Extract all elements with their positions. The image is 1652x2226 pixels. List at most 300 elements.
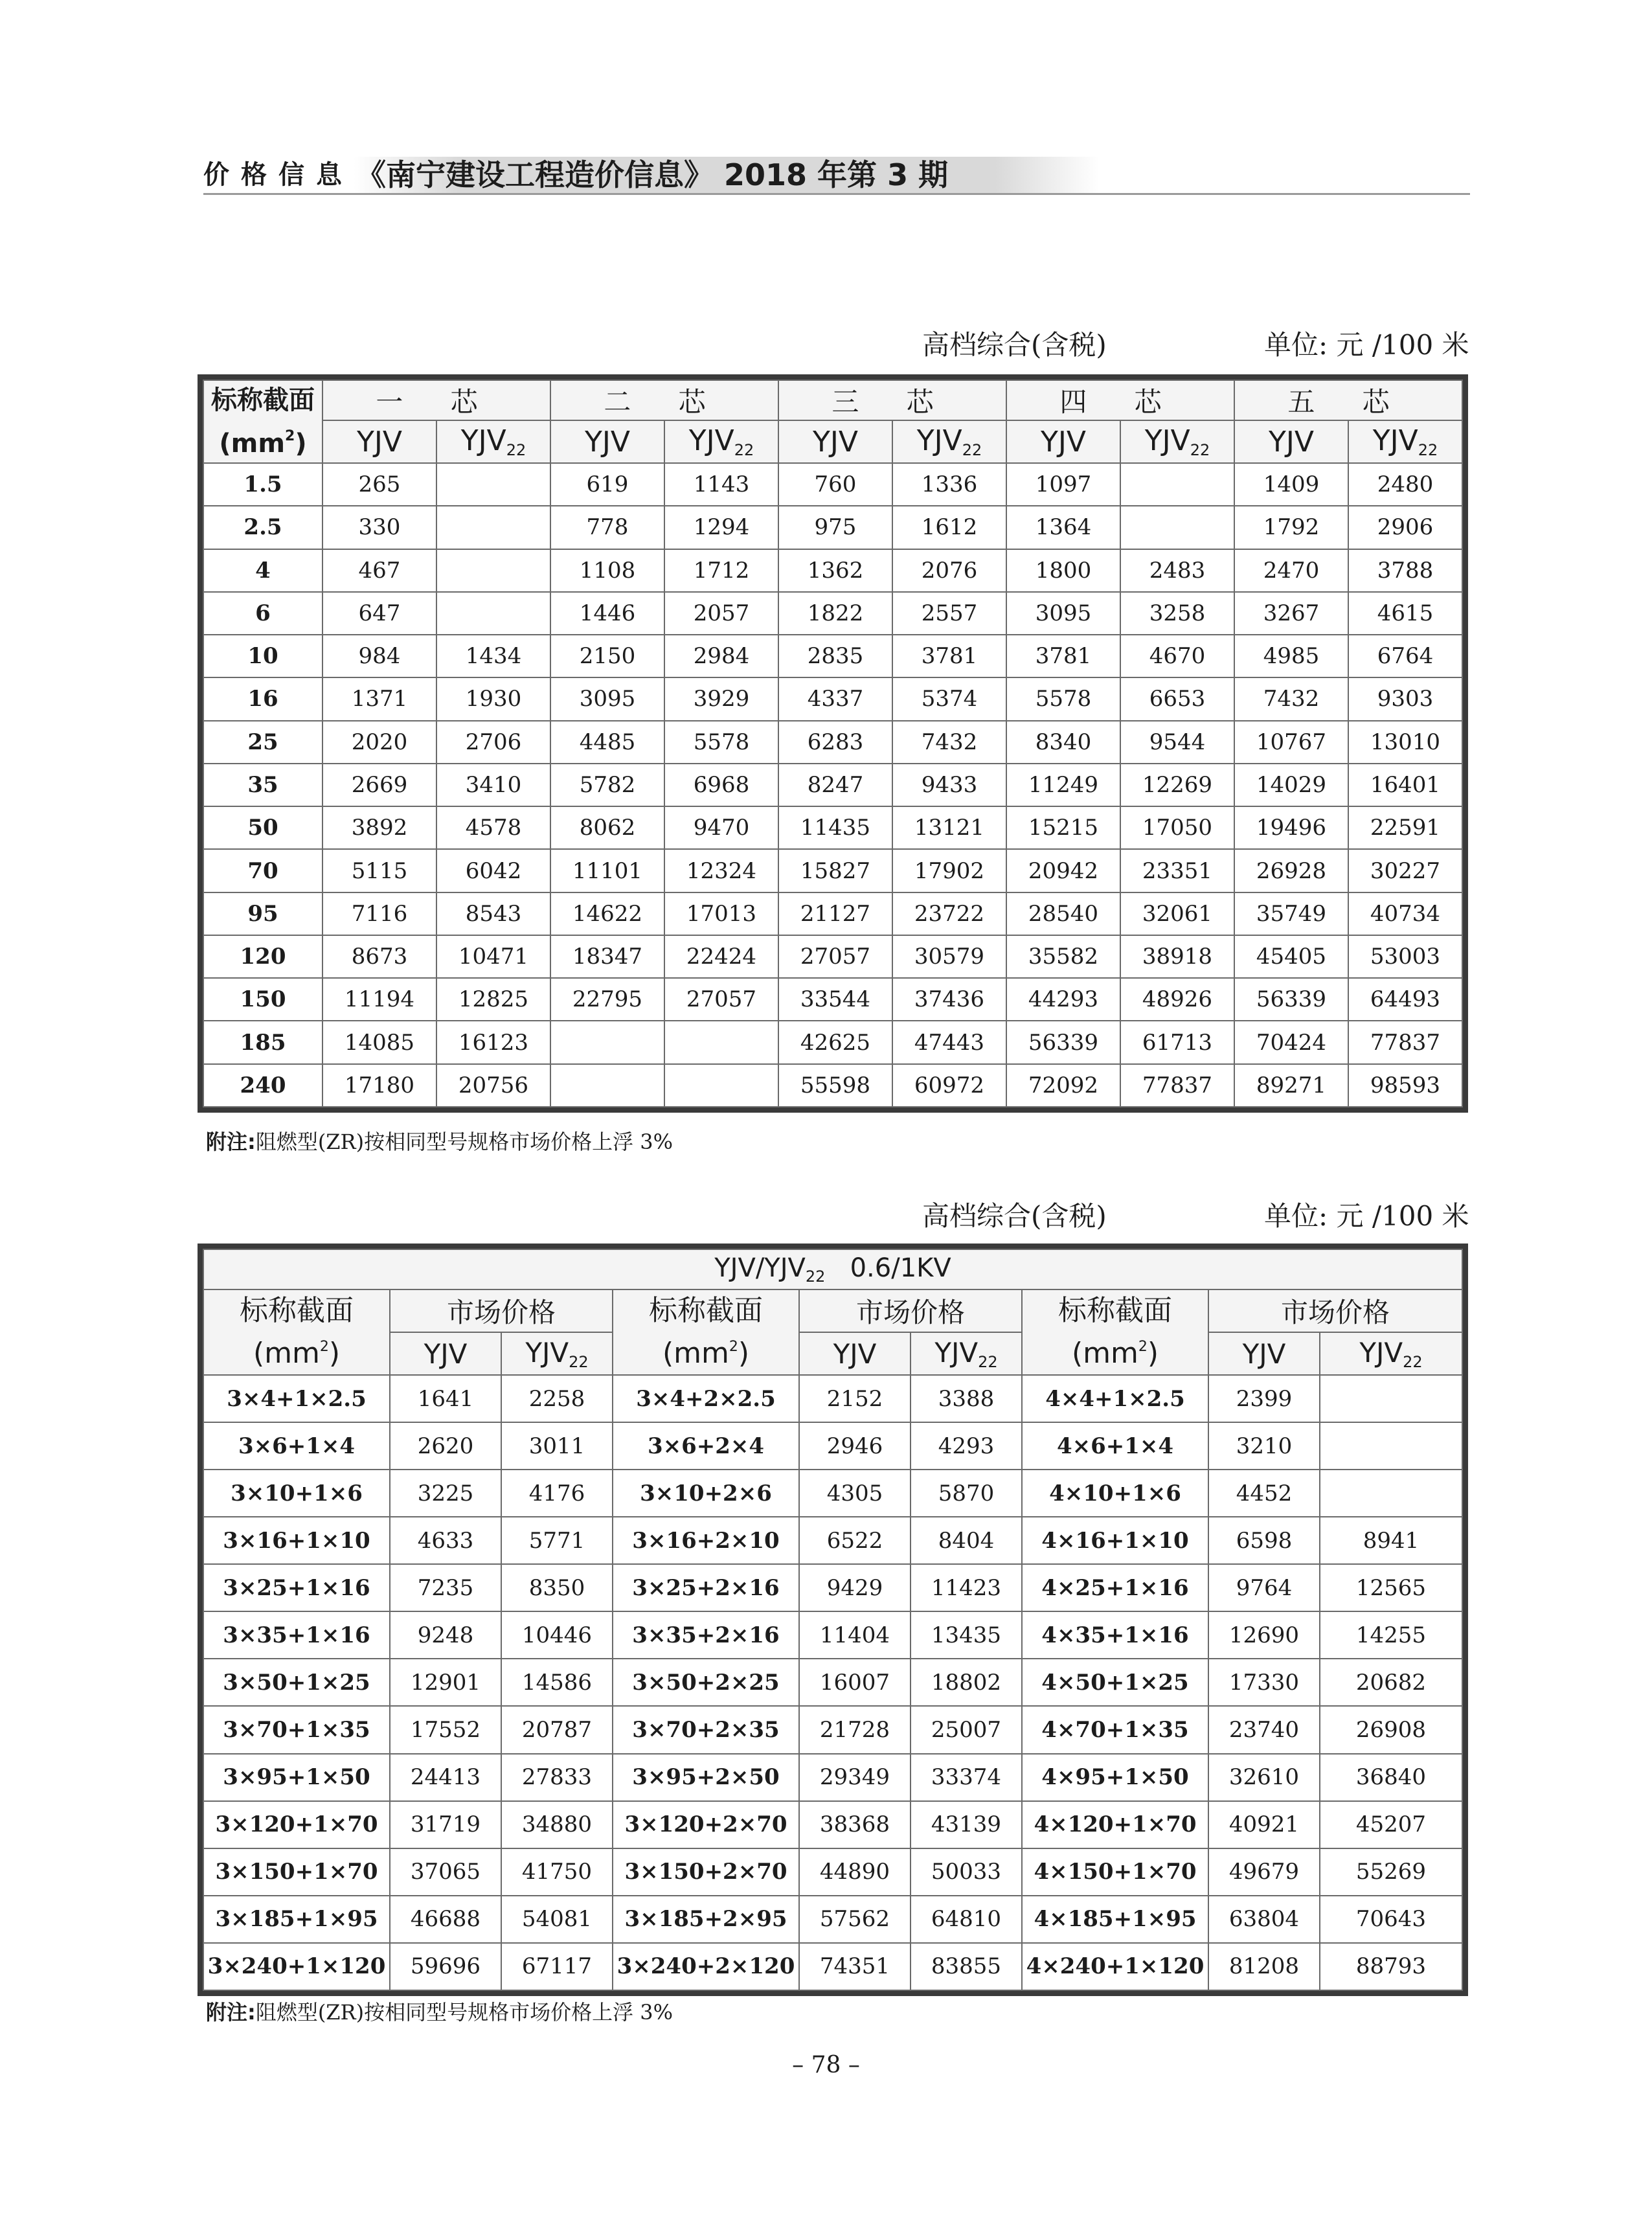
price-cell: 14586 [501, 1659, 613, 1706]
price-cell: 74351 [799, 1943, 911, 1990]
col-header-text: YJV [1372, 424, 1418, 457]
price-cell: 17330 [1208, 1659, 1320, 1706]
size-cell: 1.5 [203, 463, 322, 506]
price-cell: 30579 [892, 935, 1006, 978]
price-cell: 36840 [1320, 1754, 1462, 1801]
price-cell: 2399 [1208, 1375, 1320, 1422]
price-cell: 9544 [1120, 721, 1234, 764]
col-header-text: YJV [813, 425, 858, 459]
price-cell: 40921 [1208, 1801, 1320, 1848]
spec-cell: 3×10+2×6 [613, 1470, 799, 1517]
spec-cell: 3×35+2×16 [613, 1611, 799, 1659]
table-row [203, 1611, 1462, 1659]
price-cell: 2669 [322, 764, 436, 806]
price-cell: 32610 [1208, 1754, 1320, 1801]
table-row [203, 935, 1462, 978]
price-cell: 4337 [778, 677, 892, 720]
price-cell: 3095 [550, 677, 664, 720]
price-cell: 10471 [436, 935, 550, 978]
table-row [203, 1021, 1462, 1063]
price-cell: 2152 [799, 1375, 911, 1422]
price-cell: 13121 [892, 806, 1006, 849]
price-cell: 3929 [664, 677, 778, 720]
col-header-text: YJV [1144, 424, 1190, 457]
price-cell: 12565 [1320, 1564, 1462, 1611]
price-cell: 3095 [1006, 592, 1120, 635]
price-cell: 22591 [1348, 806, 1462, 849]
price-cell: 61713 [1120, 1021, 1234, 1063]
col-header-5 [892, 420, 1006, 463]
price-cell: 4305 [799, 1470, 911, 1517]
spec-cell: 3×95+1×50 [203, 1754, 390, 1801]
price-cell: 1792 [1234, 506, 1348, 549]
price-cell [1320, 1470, 1462, 1517]
col-header-0 [390, 1332, 501, 1375]
col-header-subscript: 22 [734, 441, 754, 459]
price-cell: 8247 [778, 764, 892, 806]
size-cell: 16 [203, 677, 322, 720]
price-cell: 29349 [799, 1754, 911, 1801]
col-header-0 [322, 420, 436, 463]
spec-cell: 3×70+2×35 [613, 1706, 799, 1753]
table2-grade: 高档综合(含税) [922, 1200, 1107, 1232]
price-cell: 16007 [799, 1659, 911, 1706]
price-cell: 1409 [1234, 463, 1348, 506]
price-cell: 8673 [322, 935, 436, 978]
price-cell: 760 [778, 463, 892, 506]
price-cell: 778 [550, 506, 664, 549]
spec-cell: 3×25+1×16 [203, 1564, 390, 1611]
spec-cell: 4×70+1×35 [1022, 1706, 1208, 1753]
price-cell: 13435 [911, 1611, 1022, 1659]
table-row [203, 892, 1462, 935]
price-cell: 4485 [550, 721, 664, 764]
price-cell: 28540 [1006, 892, 1120, 935]
price-cell: 6653 [1120, 677, 1234, 720]
price-cell: 14029 [1234, 764, 1348, 806]
header-label: 价格信息 [203, 160, 354, 190]
price-cell [1120, 463, 1234, 506]
spec-cell: 4×10+1×6 [1022, 1470, 1208, 1517]
size-cell: 70 [203, 849, 322, 892]
price-cell: 70643 [1320, 1896, 1462, 1943]
table1-size-header-unit: $(mm^2)$ [219, 427, 307, 459]
price-cell [436, 463, 550, 506]
price-cell: 2480 [1348, 463, 1462, 506]
table1-subheader-row [203, 420, 1462, 463]
price-cell: 8404 [911, 1517, 1022, 1564]
spec-cell: 3×16+1×10 [203, 1517, 390, 1564]
price-cell: 2984 [664, 635, 778, 677]
price-cell: 21127 [778, 892, 892, 935]
price-cell: 27057 [664, 978, 778, 1021]
price-cell: 5115 [322, 849, 436, 892]
spec-cell: 3×240+2×120 [613, 1943, 799, 1990]
table-row [203, 1801, 1462, 1848]
size-header-text: 标称截面 [1058, 1294, 1172, 1327]
price-cell: 7432 [1234, 677, 1348, 720]
price-cell: 1930 [436, 677, 550, 720]
price-cell: 42625 [778, 1021, 892, 1063]
price-cell: 12825 [436, 978, 550, 1021]
table1-group-3: 三 芯 [778, 380, 1006, 420]
spec-cell: 4×185+1×95 [1022, 1896, 1208, 1943]
spec-cell: 3×6+1×4 [203, 1422, 390, 1470]
price-cell: 1800 [1006, 549, 1120, 592]
price-cell: 4985 [1234, 635, 1348, 677]
table-row [203, 463, 1462, 506]
col-header-text: YJV [688, 424, 734, 457]
price-cell: 35582 [1006, 935, 1120, 978]
price-cell: 1446 [550, 592, 664, 635]
table2-note-label: 附注: [206, 2000, 256, 2025]
price-cell: 17013 [664, 892, 778, 935]
price-cell: 98593 [1348, 1064, 1462, 1107]
price-cell: 17180 [322, 1064, 436, 1107]
table-row [203, 1754, 1462, 1801]
price-cell: 26908 [1320, 1706, 1462, 1753]
spec-cell: 3×35+1×16 [203, 1611, 390, 1659]
price-cell: 647 [322, 592, 436, 635]
price-cell: 4452 [1208, 1470, 1320, 1517]
table-row [203, 549, 1462, 592]
col-header-subscript: 22 [1190, 441, 1210, 459]
col-header-7 [1120, 420, 1234, 463]
price-cell: 6968 [664, 764, 778, 806]
price-cell: 5578 [664, 721, 778, 764]
spec-cell: 3×4+2×2.5 [613, 1375, 799, 1422]
price-cell [436, 506, 550, 549]
col-header-text: YJV [585, 425, 630, 459]
price-cell: 3267 [1234, 592, 1348, 635]
col-header-text: YJV [1359, 1336, 1403, 1369]
price-cell: 14085 [322, 1021, 436, 1063]
price-cell: 10446 [501, 1611, 613, 1659]
price-cell: 1371 [322, 677, 436, 720]
spec-cell: 4×25+1×16 [1022, 1564, 1208, 1611]
price-cell [664, 1064, 778, 1107]
size-cell: 35 [203, 764, 322, 806]
col-header-subscript: 22 [962, 441, 982, 459]
table2-size-header-1 [203, 1289, 390, 1375]
price-cell: 18802 [911, 1659, 1022, 1706]
price-cell: 22424 [664, 935, 778, 978]
header-rule [203, 193, 1470, 195]
price-cell: 6042 [436, 849, 550, 892]
spec-cell: 3×150+1×70 [203, 1848, 390, 1896]
size-header-text: 标称截面 [240, 1294, 354, 1327]
price-cell: 2835 [778, 635, 892, 677]
table2-note-text: 阻燃型(ZR)按相同型号规格市场价格上浮 3% [255, 2000, 673, 2025]
price-cell: 1712 [664, 549, 778, 592]
size-header-unit [253, 1337, 340, 1370]
price-cell: 975 [778, 506, 892, 549]
price-cell: 31719 [390, 1801, 501, 1848]
price-cell: 12690 [1208, 1611, 1320, 1659]
price-cell: 60972 [892, 1064, 1006, 1107]
col-header-9 [1348, 420, 1462, 463]
col-header-3 [911, 1332, 1022, 1375]
price-cell [550, 1021, 664, 1063]
price-cell: 2258 [501, 1375, 613, 1422]
table-row [203, 1422, 1462, 1470]
price-cell: 3225 [390, 1470, 501, 1517]
header-title: 《南宁建设工程造价信息》 2018 年第 3 期 [356, 157, 949, 192]
price-cell: 3781 [892, 635, 1006, 677]
spec-cell: 4×4+1×2.5 [1022, 1375, 1208, 1422]
price-cell: 40734 [1348, 892, 1462, 935]
spec-cell: 3×95+2×50 [613, 1754, 799, 1801]
price-cell: 11249 [1006, 764, 1120, 806]
table-row [203, 677, 1462, 720]
table1-unit: 单位: 元 /100 米 [1264, 329, 1469, 361]
price-cell: 3892 [322, 806, 436, 849]
table1-size-header [203, 380, 322, 463]
price-cell: 5578 [1006, 677, 1120, 720]
unit-suffix: ) [738, 1337, 750, 1370]
table2-price-header-3: 市场价格 [1208, 1289, 1462, 1332]
price-cell: 20787 [501, 1706, 613, 1753]
spec-cell: 4×50+1×25 [1022, 1659, 1208, 1706]
price-cell: 44890 [799, 1848, 911, 1896]
spec-cell: 4×95+1×50 [1022, 1754, 1208, 1801]
price-cell: 1336 [892, 463, 1006, 506]
price-cell: 11101 [550, 849, 664, 892]
table1-group-4: 四 芯 [1006, 380, 1234, 420]
col-header-subscript: 22 [569, 1352, 589, 1371]
spec-cell: 3×16+2×10 [613, 1517, 799, 1564]
price-cell: 619 [550, 463, 664, 506]
size-cell: 150 [203, 978, 322, 1021]
price-cell: 20682 [1320, 1659, 1462, 1706]
table2-price-header-1: 市场价格 [390, 1289, 613, 1332]
price-cell: 54081 [501, 1896, 613, 1943]
table1-body [203, 463, 1462, 1107]
price-cell: 37436 [892, 978, 1006, 1021]
price-cell: 12269 [1120, 764, 1234, 806]
col-header-2 [550, 420, 664, 463]
price-cell: 16123 [436, 1021, 550, 1063]
price-cell: 24413 [390, 1754, 501, 1801]
price-cell: 7235 [390, 1564, 501, 1611]
price-cell: 1294 [664, 506, 778, 549]
col-header-text: YJV [460, 424, 506, 457]
price-cell: 23351 [1120, 849, 1234, 892]
price-cell: 7116 [322, 892, 436, 935]
price-cell: 1108 [550, 549, 664, 592]
size-cell: 240 [203, 1064, 322, 1107]
table1-group-2: 二 芯 [550, 380, 778, 420]
table-row [203, 721, 1462, 764]
size-cell: 2.5 [203, 506, 322, 549]
price-cell: 77837 [1120, 1064, 1234, 1107]
col-header-8 [1234, 420, 1348, 463]
price-cell: 9303 [1348, 677, 1462, 720]
price-cell: 6522 [799, 1517, 911, 1564]
table1-grid [203, 380, 1463, 1107]
price-cell: 2483 [1120, 549, 1234, 592]
price-cell: 11423 [911, 1564, 1022, 1611]
spec-cell: 3×4+1×2.5 [203, 1375, 390, 1422]
price-cell: 1097 [1006, 463, 1120, 506]
col-header-text: YJV [424, 1337, 468, 1370]
price-cell: 34880 [501, 1801, 613, 1848]
price-cell: 8543 [436, 892, 550, 935]
unit-sup: 2 [1138, 1339, 1148, 1355]
price-cell: 5782 [550, 764, 664, 806]
table-row [203, 1896, 1462, 1943]
price-cell: 4176 [501, 1470, 613, 1517]
spec-cell: 3×185+1×95 [203, 1896, 390, 1943]
price-cell: 3258 [1120, 592, 1234, 635]
col-header-text: YJV [934, 1336, 979, 1369]
price-cell: 330 [322, 506, 436, 549]
size-header-unit [1072, 1337, 1159, 1370]
price-cell: 18347 [550, 935, 664, 978]
price-cell: 44293 [1006, 978, 1120, 1021]
table-row [203, 849, 1462, 892]
price-cell: 17050 [1120, 806, 1234, 849]
col-header-subscript: 22 [506, 441, 526, 459]
spec-cell: 4×120+1×70 [1022, 1801, 1208, 1848]
price-cell: 3788 [1348, 549, 1462, 592]
price-cell: 27057 [778, 935, 892, 978]
price-cell: 46688 [390, 1896, 501, 1943]
price-cell: 23740 [1208, 1706, 1320, 1753]
size-cell: 6 [203, 592, 322, 635]
price-cell: 56339 [1234, 978, 1348, 1021]
table-row [203, 506, 1462, 549]
spec-cell: 4×16+1×10 [1022, 1517, 1208, 1564]
col-header-4 [778, 420, 892, 463]
price-cell: 6598 [1208, 1517, 1320, 1564]
price-cell: 1612 [892, 506, 1006, 549]
table-row [203, 806, 1462, 849]
spec-cell: 4×6+1×4 [1022, 1422, 1208, 1470]
table-row [203, 1848, 1462, 1896]
price-cell: 25007 [911, 1706, 1022, 1753]
price-cell: 3210 [1208, 1422, 1320, 1470]
price-cell: 6764 [1348, 635, 1462, 677]
size-cell: 25 [203, 721, 322, 764]
col-header-4 [1208, 1332, 1320, 1375]
price-cell: 81208 [1208, 1943, 1320, 1990]
spec-cell: 4×150+1×70 [1022, 1848, 1208, 1896]
table2-size-header-3 [1022, 1289, 1208, 1375]
table1-size-header-text: 标称截面 [211, 385, 315, 415]
col-header-1 [501, 1332, 613, 1375]
price-cell: 27833 [501, 1754, 613, 1801]
spec-cell: 3×150+2×70 [613, 1848, 799, 1896]
price-cell: 984 [322, 635, 436, 677]
spec-cell: 3×6+2×4 [613, 1422, 799, 1470]
price-cell: 467 [322, 549, 436, 592]
price-cell: 1641 [390, 1375, 501, 1422]
price-cell: 2020 [322, 721, 436, 764]
table2-caption: YJV/$YJV_{22}$ 0.6/1KV [203, 1249, 1462, 1289]
price-cell: 20942 [1006, 849, 1120, 892]
unit-suffix: ) [328, 1337, 341, 1370]
table-row [203, 1470, 1462, 1517]
col-header-text: YJV [1041, 425, 1086, 459]
price-cell [1320, 1375, 1462, 1422]
price-cell [664, 1021, 778, 1063]
table2-size-header-2 [613, 1289, 799, 1375]
price-cell: 41750 [501, 1848, 613, 1896]
price-cell: 3410 [436, 764, 550, 806]
cable-price-table-2 [198, 1244, 1468, 1996]
price-cell: 22795 [550, 978, 664, 1021]
price-cell: 10767 [1234, 721, 1348, 764]
size-cell: 50 [203, 806, 322, 849]
size-cell: 10 [203, 635, 322, 677]
table1-group-5: 五 芯 [1234, 380, 1462, 420]
price-cell: 77837 [1348, 1021, 1462, 1063]
col-header-text: YJV [525, 1336, 569, 1369]
table-row [203, 1659, 1462, 1706]
spec-cell: 3×240+1×120 [203, 1943, 390, 1990]
price-cell: 12324 [664, 849, 778, 892]
price-cell: 83855 [911, 1943, 1022, 1990]
price-cell: 3388 [911, 1375, 1022, 1422]
price-cell: 59696 [390, 1943, 501, 1990]
price-cell: 11404 [799, 1611, 911, 1659]
price-cell: 89271 [1234, 1064, 1348, 1107]
price-cell: 2076 [892, 549, 1006, 592]
price-cell: 2706 [436, 721, 550, 764]
price-cell: 72092 [1006, 1064, 1120, 1107]
price-cell: 5374 [892, 677, 1006, 720]
price-cell: 2557 [892, 592, 1006, 635]
price-cell: 8062 [550, 806, 664, 849]
price-cell: 48926 [1120, 978, 1234, 1021]
spec-cell: 3×25+2×16 [613, 1564, 799, 1611]
price-cell [436, 549, 550, 592]
price-cell: 265 [322, 463, 436, 506]
table2-header-row [203, 1289, 1462, 1332]
price-cell: 55269 [1320, 1848, 1462, 1896]
col-header-subscript: 22 [1418, 441, 1438, 459]
col-header-5 [1320, 1332, 1462, 1375]
spec-cell: 3×120+1×70 [203, 1801, 390, 1848]
size-cell: 95 [203, 892, 322, 935]
col-header-text: YJV [1269, 425, 1314, 459]
price-cell: 4633 [390, 1517, 501, 1564]
table2-body [203, 1375, 1462, 1990]
price-cell: 5870 [911, 1470, 1022, 1517]
spec-cell: 3×50+1×25 [203, 1659, 390, 1706]
price-cell: 17902 [892, 849, 1006, 892]
price-cell: 19496 [1234, 806, 1348, 849]
price-cell: 2620 [390, 1422, 501, 1470]
price-cell: 2946 [799, 1422, 911, 1470]
size-cell: 185 [203, 1021, 322, 1063]
price-cell: 47443 [892, 1021, 1006, 1063]
table1-grade: 高档综合(含税) [922, 329, 1107, 361]
price-cell: 15827 [778, 849, 892, 892]
price-cell: 45207 [1320, 1801, 1462, 1848]
table-row [203, 635, 1462, 677]
price-cell: 38918 [1120, 935, 1234, 978]
price-cell: 4578 [436, 806, 550, 849]
price-cell [1320, 1422, 1462, 1470]
price-cell: 12901 [390, 1659, 501, 1706]
price-cell: 33374 [911, 1754, 1022, 1801]
col-header-text: YJV [833, 1337, 877, 1370]
col-header-6 [1006, 420, 1120, 463]
price-cell: 32061 [1120, 892, 1234, 935]
price-cell: 88793 [1320, 1943, 1462, 1990]
